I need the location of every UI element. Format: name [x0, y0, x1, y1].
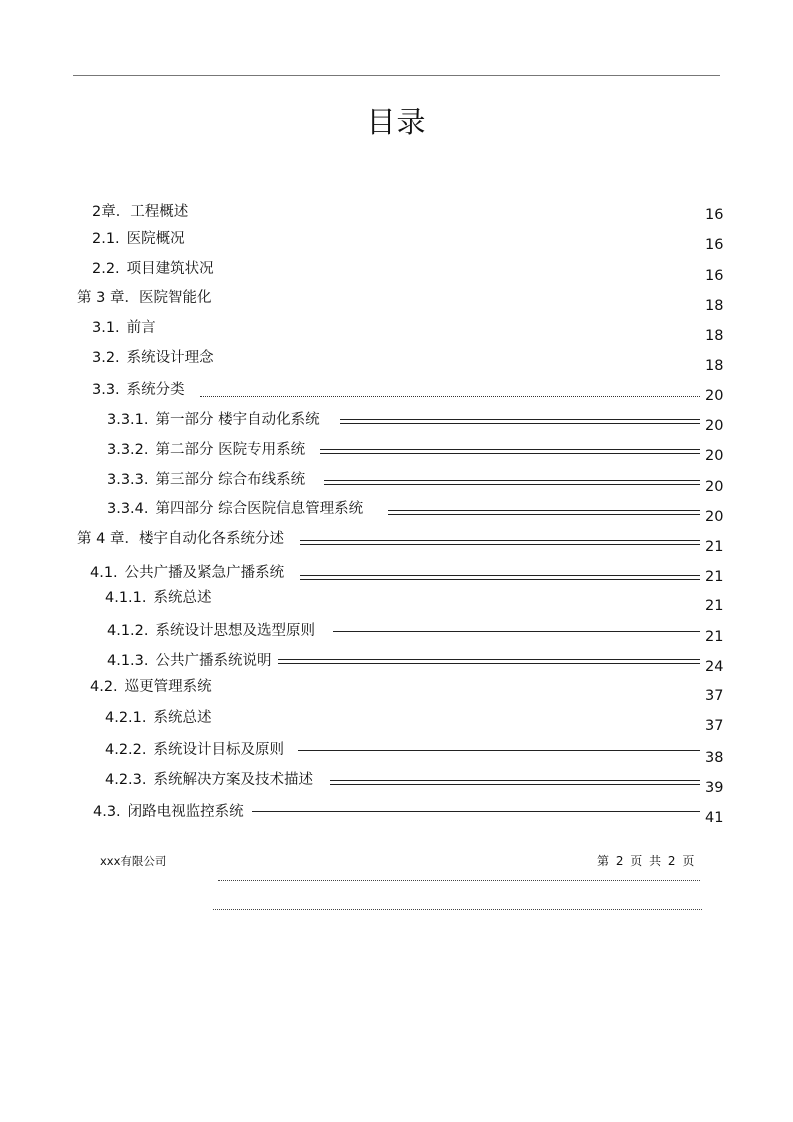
footer-dotted-line [218, 880, 700, 881]
toc-entry-number: 4.3. [93, 804, 121, 820]
toc-page-number: 16 [705, 207, 724, 223]
footer-dotted-line [213, 909, 702, 910]
toc-entry[interactable] [77, 288, 211, 308]
toc-entry-number: 4.2.1. [105, 710, 147, 726]
page-title: 目录 [366, 105, 427, 139]
toc-entry-title: 系统解决方案及技术描述 [153, 772, 314, 788]
toc-page-number: 24 [705, 659, 724, 675]
toc-entry-number: 3.3.3. [107, 472, 149, 488]
toc-entry-number: 4.1.3. [107, 653, 149, 669]
toc-entry-title: 系统设计思想及选型原则 [155, 623, 316, 639]
toc-entry-number: 3.3.1. [107, 412, 149, 428]
toc-entry[interactable] [90, 677, 212, 697]
toc-entry[interactable] [105, 588, 212, 608]
toc-entry[interactable] [107, 621, 315, 641]
toc-leader-line [388, 510, 700, 511]
toc-entry[interactable] [92, 259, 214, 279]
toc-leader-line [278, 659, 700, 660]
toc-page-number: 39 [705, 780, 724, 796]
toc-entry-number: 3.1. [92, 320, 120, 336]
toc-page-number: 21 [705, 629, 724, 645]
toc-entry-title: 第二部分 医院专用系统 [155, 442, 306, 458]
toc-entry-title: 第 3 章．医院智能化 [77, 290, 212, 306]
toc-leader-line [340, 419, 700, 420]
toc-entry-title: 系统总述 [153, 710, 212, 726]
toc-entry-title: 系统分类 [126, 382, 185, 398]
toc-entry[interactable] [107, 410, 320, 430]
toc-entry-number: 4.1.1. [105, 590, 147, 606]
toc-leader-line [324, 480, 700, 481]
toc-leader-line [333, 631, 700, 632]
toc-leader-line [320, 449, 700, 450]
toc-entry-number: 3.3.4. [107, 501, 149, 517]
toc-entry[interactable] [105, 708, 212, 728]
toc-page-number: 20 [705, 418, 724, 434]
toc-entry[interactable] [77, 529, 284, 549]
toc-entry[interactable] [90, 563, 284, 583]
toc-entry-number: 4.2.2. [105, 742, 147, 758]
toc-entry[interactable] [105, 740, 284, 760]
toc-leader-line [300, 540, 700, 541]
toc-leader-line [330, 780, 700, 781]
footer-company: xxx有限公司 [100, 854, 167, 868]
footer-page-info: 第 2 页 共 2 页 [597, 854, 695, 868]
toc-page-number: 20 [705, 388, 724, 404]
toc-entry-number: 3.3.2. [107, 442, 149, 458]
toc-entry[interactable] [92, 318, 156, 338]
toc-leader-line [298, 750, 700, 751]
toc-entry-title: 第四部分 综合医院信息管理系统 [155, 501, 364, 517]
toc-entry-number: 4.2.3. [105, 772, 147, 788]
toc-page-number: 41 [705, 810, 724, 826]
toc-page-number: 37 [705, 688, 724, 704]
toc-page-number: 38 [705, 750, 724, 766]
toc-entry-title: 第三部分 综合布线系统 [155, 472, 306, 488]
toc-leader-line [300, 575, 700, 576]
header-rule [73, 75, 720, 76]
toc-entry-title: 系统总述 [153, 590, 212, 606]
toc-entry-title: 巡更管理系统 [124, 679, 212, 695]
toc-page-number: 18 [705, 298, 724, 314]
toc-entry-title: 2章．工程概述 [92, 204, 189, 220]
toc-page-number: 20 [705, 448, 724, 464]
toc-entry[interactable] [92, 380, 185, 400]
toc-entry-title: 公共广播及紧急广播系统 [124, 565, 285, 581]
toc-entry[interactable] [107, 651, 272, 671]
toc-entry[interactable] [92, 229, 185, 249]
toc-entry-title: 系统设计目标及原则 [153, 742, 285, 758]
toc-entry-number: 2.1. [92, 231, 120, 247]
toc-entry-title: 医院概况 [126, 231, 185, 247]
toc-page-number: 16 [705, 237, 724, 253]
toc-entry-title: 项目建筑状况 [126, 261, 214, 277]
toc-entry[interactable] [105, 770, 313, 790]
toc-entry-title: 第一部分 楼宇自动化系统 [155, 412, 320, 428]
toc-entry-number: 3.2. [92, 350, 120, 366]
toc-page-number: 16 [705, 268, 724, 284]
toc-page-number: 21 [705, 598, 724, 614]
toc-entry-title: 公共广播系统说明 [155, 653, 272, 669]
toc-page-number: 20 [705, 509, 724, 525]
toc-entry-title: 闭路电视监控系统 [127, 804, 244, 820]
toc-page-number: 20 [705, 479, 724, 495]
toc-entry-number: 4.2. [90, 679, 118, 695]
toc-entry-title: 前言 [126, 320, 156, 336]
toc-entry-number: 4.1.2. [107, 623, 149, 639]
toc-page-number: 18 [705, 328, 724, 344]
toc-entry[interactable] [93, 802, 244, 822]
toc-page-number: 21 [705, 569, 724, 585]
toc-leader-line [200, 396, 700, 397]
toc-entry[interactable] [92, 348, 214, 368]
toc-entry-number: 4.1. [90, 565, 118, 581]
toc-entry-title: 系统设计理念 [126, 350, 214, 366]
toc-page-number: 18 [705, 358, 724, 374]
toc-entry-number: 2.2. [92, 261, 120, 277]
toc-page-number: 21 [705, 539, 724, 555]
toc-entry-title: 第 4 章．楼宇自动化各系统分述 [77, 531, 284, 547]
toc-page-number: 37 [705, 718, 724, 734]
toc-entry[interactable] [92, 202, 188, 222]
toc-entry-number: 3.3. [92, 382, 120, 398]
toc-leader-line [252, 811, 700, 812]
toc-entry[interactable] [107, 470, 305, 490]
toc-entry[interactable] [107, 440, 305, 460]
toc-entry[interactable] [107, 499, 363, 519]
